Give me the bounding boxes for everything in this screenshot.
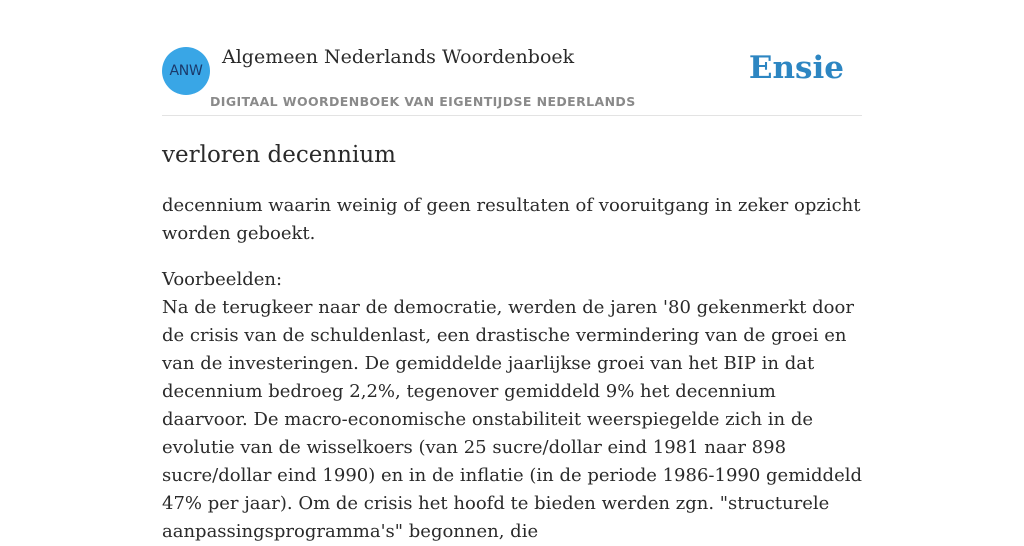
examples-label: Voorbeelden: bbox=[162, 269, 283, 290]
site-header bbox=[162, 0, 862, 116]
site-subtitle: DIGITAAL WOORDENBOEK VAN EIGENTIJDSE NEDERLANDS bbox=[210, 94, 636, 109]
anw-logo[interactable]: ANW bbox=[162, 47, 210, 95]
ensie-brand-logo[interactable]: Ensie bbox=[748, 50, 844, 86]
content-container bbox=[162, 0, 862, 546]
examples-section bbox=[162, 266, 862, 546]
site-title[interactable]: Algemeen Nederlands Woordenboek bbox=[222, 46, 575, 68]
example-text: Na de terugkeer naar de democratie, werden de jaren '80 gekenmerkt door de crisis van de schuldenlast, een drastische vermindering van de groei en van de investeringen. De gemiddelde jaarlijkse groei van het BIP in dat decennium bedroeg 2,2%, tegenover gemiddeld 9% het decennium daarvoor. De macro-economische onstabiliteit weerspiegelde zich in de evolutie van de wisselkoers (van 25 sucre/dollar eind 1981 naar 898 sucre/dollar eind 1990) en in de inflatie (in de periode 1986-1990 gemiddeld 47% per jaar). Om de crisis het hoofd te bieden werden zgn. "structurele aanpassingsprogramma's" begonnen, die bbox=[162, 297, 863, 542]
entry-definition: decennium waarin weinig of geen resultaten of vooruitgang in zeker opzicht worden geboekt. bbox=[162, 195, 861, 244]
entry-title: verloren decennium bbox=[162, 142, 396, 168]
